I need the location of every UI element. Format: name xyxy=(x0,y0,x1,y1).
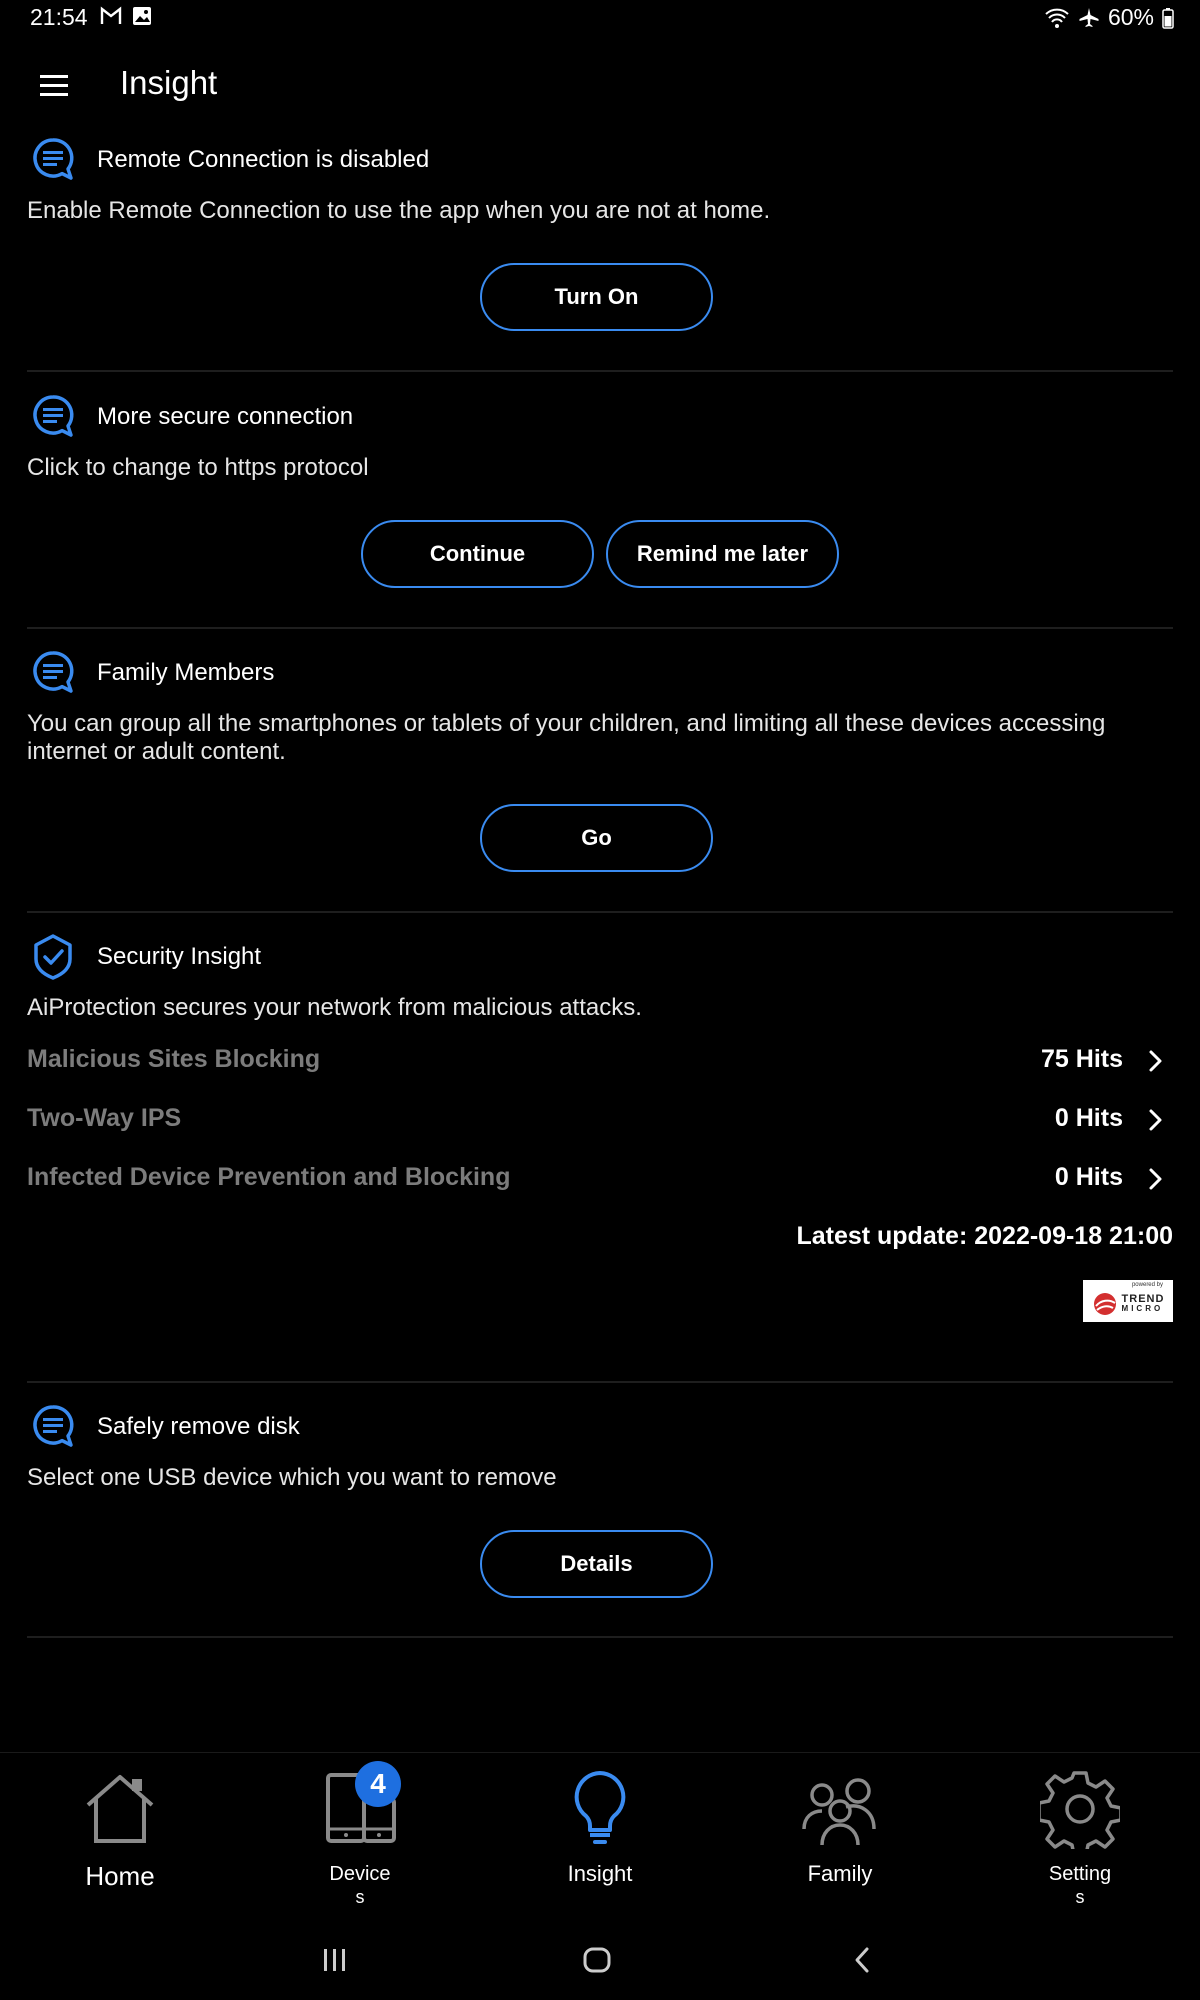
status-time: 21:54 xyxy=(30,4,88,30)
continue-button[interactable]: Continue xyxy=(361,520,594,588)
menu-icon[interactable] xyxy=(34,68,74,104)
card-description: You can group all the smartphones or tablets of your children, and limiting all these devices accessing internet or adult content. xyxy=(27,710,1106,765)
wifi-icon xyxy=(1044,7,1070,29)
trend-ball-icon xyxy=(1092,1291,1118,1317)
nav-label: Home xyxy=(85,1861,155,1891)
battery-percent: 60% xyxy=(1107,4,1154,30)
divider xyxy=(27,627,1173,629)
row-label: Malicious Sites Blocking xyxy=(27,1045,321,1073)
shield-check-icon xyxy=(31,933,75,981)
back-icon[interactable] xyxy=(848,1945,878,1975)
nav-label: Setting xyxy=(1048,1863,1112,1885)
nav-family[interactable] xyxy=(720,1753,960,1903)
row-label: Infected Device Prevention and Blocking xyxy=(27,1163,511,1191)
divider xyxy=(27,1381,1173,1383)
family-members-card xyxy=(27,648,1173,910)
infected-device-row[interactable] xyxy=(27,1163,1173,1203)
card-description: Click to change to https protocol xyxy=(27,454,369,481)
divider xyxy=(27,911,1173,913)
card-description: AiProtection secures your network from malicious attacks. xyxy=(27,994,642,1021)
nav-home[interactable] xyxy=(0,1753,240,1903)
gear-icon xyxy=(1040,1769,1120,1849)
recent-apps-icon[interactable] xyxy=(320,1945,350,1975)
family-icon xyxy=(800,1769,880,1849)
chevron-right-icon xyxy=(1145,1047,1165,1075)
chat-bubble-icon xyxy=(31,1403,75,1451)
system-navigation-bar xyxy=(0,1935,1200,1995)
two-way-ips-row[interactable] xyxy=(27,1104,1173,1144)
go-button[interactable]: Go xyxy=(480,804,713,872)
logo-line2: MICRO xyxy=(1121,1304,1164,1313)
lightbulb-icon xyxy=(560,1769,640,1849)
safely-remove-disk-card xyxy=(27,1402,1173,1637)
chevron-right-icon xyxy=(1145,1106,1165,1134)
row-hits: 75 Hits xyxy=(1041,1045,1123,1073)
nav-label: Insight xyxy=(567,1861,633,1886)
app-bar xyxy=(0,50,1200,120)
nav-label: Device xyxy=(329,1863,391,1885)
chat-bubble-icon xyxy=(31,393,75,441)
divider xyxy=(27,1636,1173,1638)
card-title: Safely remove disk xyxy=(97,1413,300,1440)
logo-powered-by: powered by xyxy=(1131,1282,1163,1288)
row-hits: 0 Hits xyxy=(1054,1163,1123,1191)
nav-settings[interactable] xyxy=(960,1753,1200,1907)
turn-on-button[interactable]: Turn On xyxy=(480,263,713,331)
home-icon xyxy=(80,1769,160,1849)
card-title: More secure connection xyxy=(97,403,354,430)
battery-icon xyxy=(1162,7,1174,29)
airplane-mode-icon xyxy=(1078,7,1100,29)
bottom-navigation xyxy=(0,1752,1200,1907)
row-label: Two-Way IPS xyxy=(27,1104,182,1132)
latest-update: Latest update: 2022-09-18 21:00 xyxy=(796,1222,1173,1250)
gmail-icon xyxy=(100,6,122,26)
chat-bubble-icon xyxy=(31,649,75,697)
nav-label: s xyxy=(355,1887,365,1907)
card-title: Family Members xyxy=(97,659,275,686)
nav-label: s xyxy=(1075,1887,1085,1907)
nav-devices[interactable] xyxy=(240,1753,480,1907)
remote-connection-card xyxy=(27,135,1173,370)
remind-me-later-button[interactable]: Remind me later xyxy=(606,520,839,588)
trend-micro-logo xyxy=(1083,1280,1173,1322)
secure-connection-card xyxy=(27,392,1173,627)
malicious-sites-row[interactable] xyxy=(27,1045,1173,1085)
nav-insight[interactable] xyxy=(480,1753,720,1903)
card-description: Enable Remote Connection to use the app when you are not at home. xyxy=(27,197,771,224)
status-bar xyxy=(0,0,1200,36)
security-insight-card xyxy=(27,932,1173,1332)
chat-bubble-icon xyxy=(31,136,75,184)
nav-label: Family xyxy=(807,1861,873,1886)
row-hits: 0 Hits xyxy=(1054,1104,1123,1132)
card-title: Security Insight xyxy=(97,943,262,970)
chevron-right-icon xyxy=(1145,1165,1165,1193)
divider xyxy=(27,370,1173,372)
page-title: Insight xyxy=(120,64,218,101)
logo-line1: TREND xyxy=(1121,1293,1165,1305)
card-title: Remote Connection is disabled xyxy=(97,146,430,173)
gallery-icon xyxy=(132,6,152,26)
card-description: Select one USB device which you want to remove xyxy=(27,1464,557,1491)
details-button[interactable]: Details xyxy=(480,1530,713,1598)
devices-count-badge: 4 xyxy=(355,1761,401,1807)
home-button-icon[interactable] xyxy=(582,1945,612,1975)
